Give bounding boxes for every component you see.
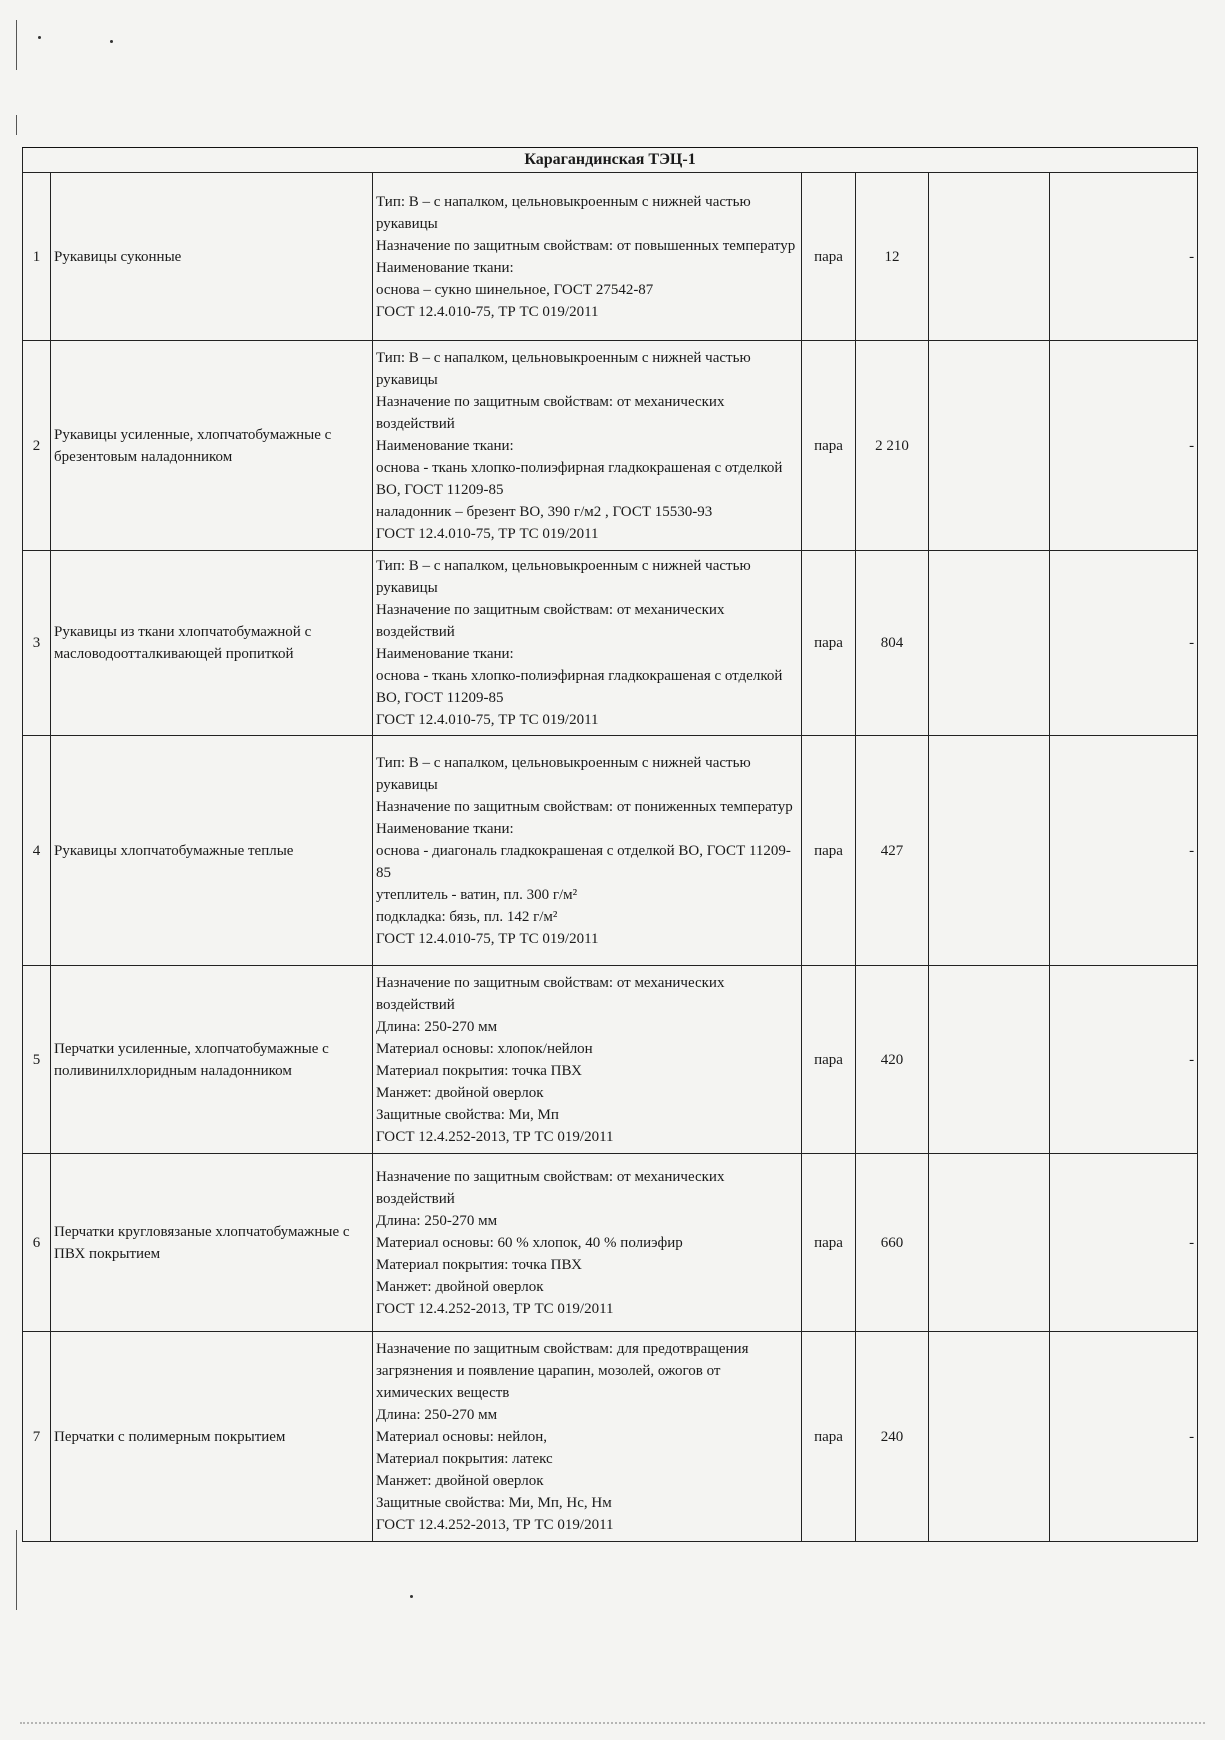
item-name: Перчатки с полимерным покрытием [51, 1332, 373, 1542]
dash-cell: - [1050, 966, 1198, 1154]
scan-speck [110, 40, 113, 43]
spec-line: Манжет: двойной оверлок [376, 1472, 544, 1489]
spec-line: основа - диагональ гладкокрашеная с отделкой ВО, ГОСТ 11209-85 [376, 842, 791, 881]
spec-line: Материал основы: хлопок/нейлон [376, 1040, 593, 1057]
spec-line: Тип: В – с напалком, цельновыкроенным с нижней частью рукавицы [376, 349, 751, 388]
quantity: 420 [856, 966, 929, 1154]
spec-line: Наименование ткани: [376, 820, 514, 837]
spec-line: Назначение по защитным свойствам: от механических воздействий [376, 974, 725, 1013]
dash-cell: - [1050, 1332, 1198, 1542]
quantity: 12 [856, 173, 929, 341]
dash-cell: - [1050, 1154, 1198, 1332]
item-name: Рукавицы хлопчатобумажные теплые [51, 736, 373, 966]
item-name: Перчатки кругловязаные хлопчатобумажные с ПВХ покрытием [51, 1154, 373, 1332]
spec-line: основа - ткань хлопко-полиэфирная гладкокрашеная с отделкой ВО, ГОСТ 11209-85 [376, 668, 783, 706]
table-title-row [23, 148, 1198, 173]
scan-edge-mark [16, 115, 17, 135]
empty-cell [929, 173, 1050, 341]
empty-cell [929, 1332, 1050, 1542]
spec-line: ГОСТ 12.4.010-75, ТР ТС 019/2011 [376, 712, 599, 728]
spec-line: ГОСТ 12.4.252-2013, ТР ТС 019/2011 [376, 1128, 614, 1145]
item-specification [373, 551, 802, 736]
unit-of-measure: пара [802, 1154, 856, 1332]
spec-line: Наименование ткани: [376, 437, 514, 454]
row-number: 6 [23, 1154, 51, 1332]
spec-line: ГОСТ 12.4.010-75, ТР ТС 019/2011 [376, 303, 599, 320]
item-specification [373, 1154, 802, 1332]
spec-line: Наименование ткани: [376, 259, 514, 276]
scan-edge-mark [16, 20, 17, 70]
empty-cell [929, 1154, 1050, 1332]
row-number: 3 [23, 551, 51, 736]
spec-line: Назначение по защитным свойствам: от механических воздействий [376, 602, 725, 640]
spec-line: утеплитель - ватин, пл. 300 г/м² [376, 886, 578, 903]
scan-edge-mark [16, 1530, 17, 1610]
scan-noise [20, 1722, 1205, 1726]
table-row [23, 1332, 1198, 1542]
spec-line: Манжет: двойной оверлок [376, 1084, 544, 1101]
quantity: 660 [856, 1154, 929, 1332]
spec-line: ГОСТ 12.4.252-2013, ТР ТС 019/2011 [376, 1300, 614, 1317]
table-row [23, 341, 1198, 551]
spec-line: Материал основы: нейлон, [376, 1428, 547, 1445]
spec-line: Манжет: двойной оверлок [376, 1278, 544, 1295]
item-specification [373, 341, 802, 551]
item-name: Рукавицы из ткани хлопчатобумажной с масловодоотталкивающей пропиткой [51, 551, 373, 736]
scan-speck [410, 1595, 413, 1598]
row-number: 4 [23, 736, 51, 966]
table-row [23, 966, 1198, 1154]
spec-line: основа – сукно шинельное, ГОСТ 27542-87 [376, 281, 654, 298]
item-name: Рукавицы усиленные, хлопчатобумажные с брезентовым наладонником [51, 341, 373, 551]
spec-line: Защитные свойства: Ми, Мп [376, 1106, 559, 1123]
table-row [23, 1154, 1198, 1332]
table-row [23, 736, 1198, 966]
dash-cell: - [1050, 173, 1198, 341]
spec-line: Материал покрытия: точка ПВХ [376, 1062, 582, 1079]
dash-cell: - [1050, 341, 1198, 551]
table-row [23, 551, 1198, 736]
table-title: Карагандинская ТЭЦ-1 [23, 148, 1198, 173]
quantity: 804 [856, 551, 929, 736]
spec-line: Защитные свойства: Ми, Мп, Нс, Нм [376, 1494, 612, 1511]
unit-of-measure: пара [802, 736, 856, 966]
quantity: 427 [856, 736, 929, 966]
empty-cell [929, 341, 1050, 551]
spec-line: Материал покрытия: латекс [376, 1450, 553, 1467]
spec-line: ГОСТ 12.4.010-75, ТР ТС 019/2011 [376, 930, 599, 947]
scan-speck [38, 36, 41, 39]
row-number: 2 [23, 341, 51, 551]
spec-line: наладонник – брезент ВО, 390 г/м2 , ГОСТ 15530-93 [376, 503, 713, 520]
spec-line: Длина: 250-270 мм [376, 1212, 498, 1229]
spec-line: ГОСТ 12.4.010-75, ТР ТС 019/2011 [376, 525, 599, 542]
spec-line: основа - ткань хлопко-полиэфирная гладкокрашеная с отделкой ВО, ГОСТ 11209-85 [376, 459, 783, 498]
item-specification [373, 966, 802, 1154]
spec-line: Тип: В – с напалком, цельновыкроенным с нижней частью рукавицы [376, 558, 751, 596]
spec-line: Длина: 250-270 мм [376, 1406, 498, 1423]
row-number: 5 [23, 966, 51, 1154]
item-specification [373, 1332, 802, 1542]
spec-line: Тип: В – с напалком, цельновыкроенным с нижней частью рукавицы [376, 754, 751, 793]
spec-line: Материал покрытия: точка ПВХ [376, 1256, 582, 1273]
item-specification [373, 736, 802, 966]
item-specification [373, 173, 802, 341]
unit-of-measure: пара [802, 173, 856, 341]
spec-line: Материал основы: 60 % хлопок, 40 % полиэфир [376, 1234, 683, 1251]
spec-line: подкладка: бязь, пл. 142 г/м² [376, 908, 558, 925]
item-name: Перчатки усиленные, хлопчатобумажные с поливинилхлоридным наладонником [51, 966, 373, 1154]
quantity: 2 210 [856, 341, 929, 551]
spec-line: Наименование ткани: [376, 646, 514, 662]
unit-of-measure: пара [802, 341, 856, 551]
dash-cell: - [1050, 736, 1198, 966]
row-number: 1 [23, 173, 51, 341]
spec-line: Длина: 250-270 мм [376, 1018, 498, 1035]
unit-of-measure: пара [802, 1332, 856, 1542]
spec-line: Тип: В – с напалком, цельновыкроенным с нижней частью рукавицы [376, 193, 751, 232]
spec-line: Назначение по защитным свойствам: для предотвращения загрязнения и появление царапин, мозолей, ожогов от химических веществ [376, 1340, 749, 1401]
row-number: 7 [23, 1332, 51, 1542]
quantity: 240 [856, 1332, 929, 1542]
spec-line: Назначение по защитным свойствам: от пониженных температур [376, 798, 793, 815]
spec-line: Назначение по защитным свойствам: от механических воздействий [376, 393, 725, 432]
unit-of-measure: пара [802, 551, 856, 736]
unit-of-measure: пара [802, 966, 856, 1154]
items-table [22, 147, 1198, 1542]
empty-cell [929, 551, 1050, 736]
dash-cell: - [1050, 551, 1198, 736]
spec-line: Назначение по защитным свойствам: от повышенных температур [376, 237, 796, 254]
empty-cell [929, 736, 1050, 966]
item-name: Рукавицы суконные [51, 173, 373, 341]
spec-line: Назначение по защитным свойствам: от механических воздействий [376, 1168, 725, 1207]
spec-line: ГОСТ 12.4.252-2013, ТР ТС 019/2011 [376, 1516, 614, 1533]
empty-cell [929, 966, 1050, 1154]
table-row [23, 173, 1198, 341]
